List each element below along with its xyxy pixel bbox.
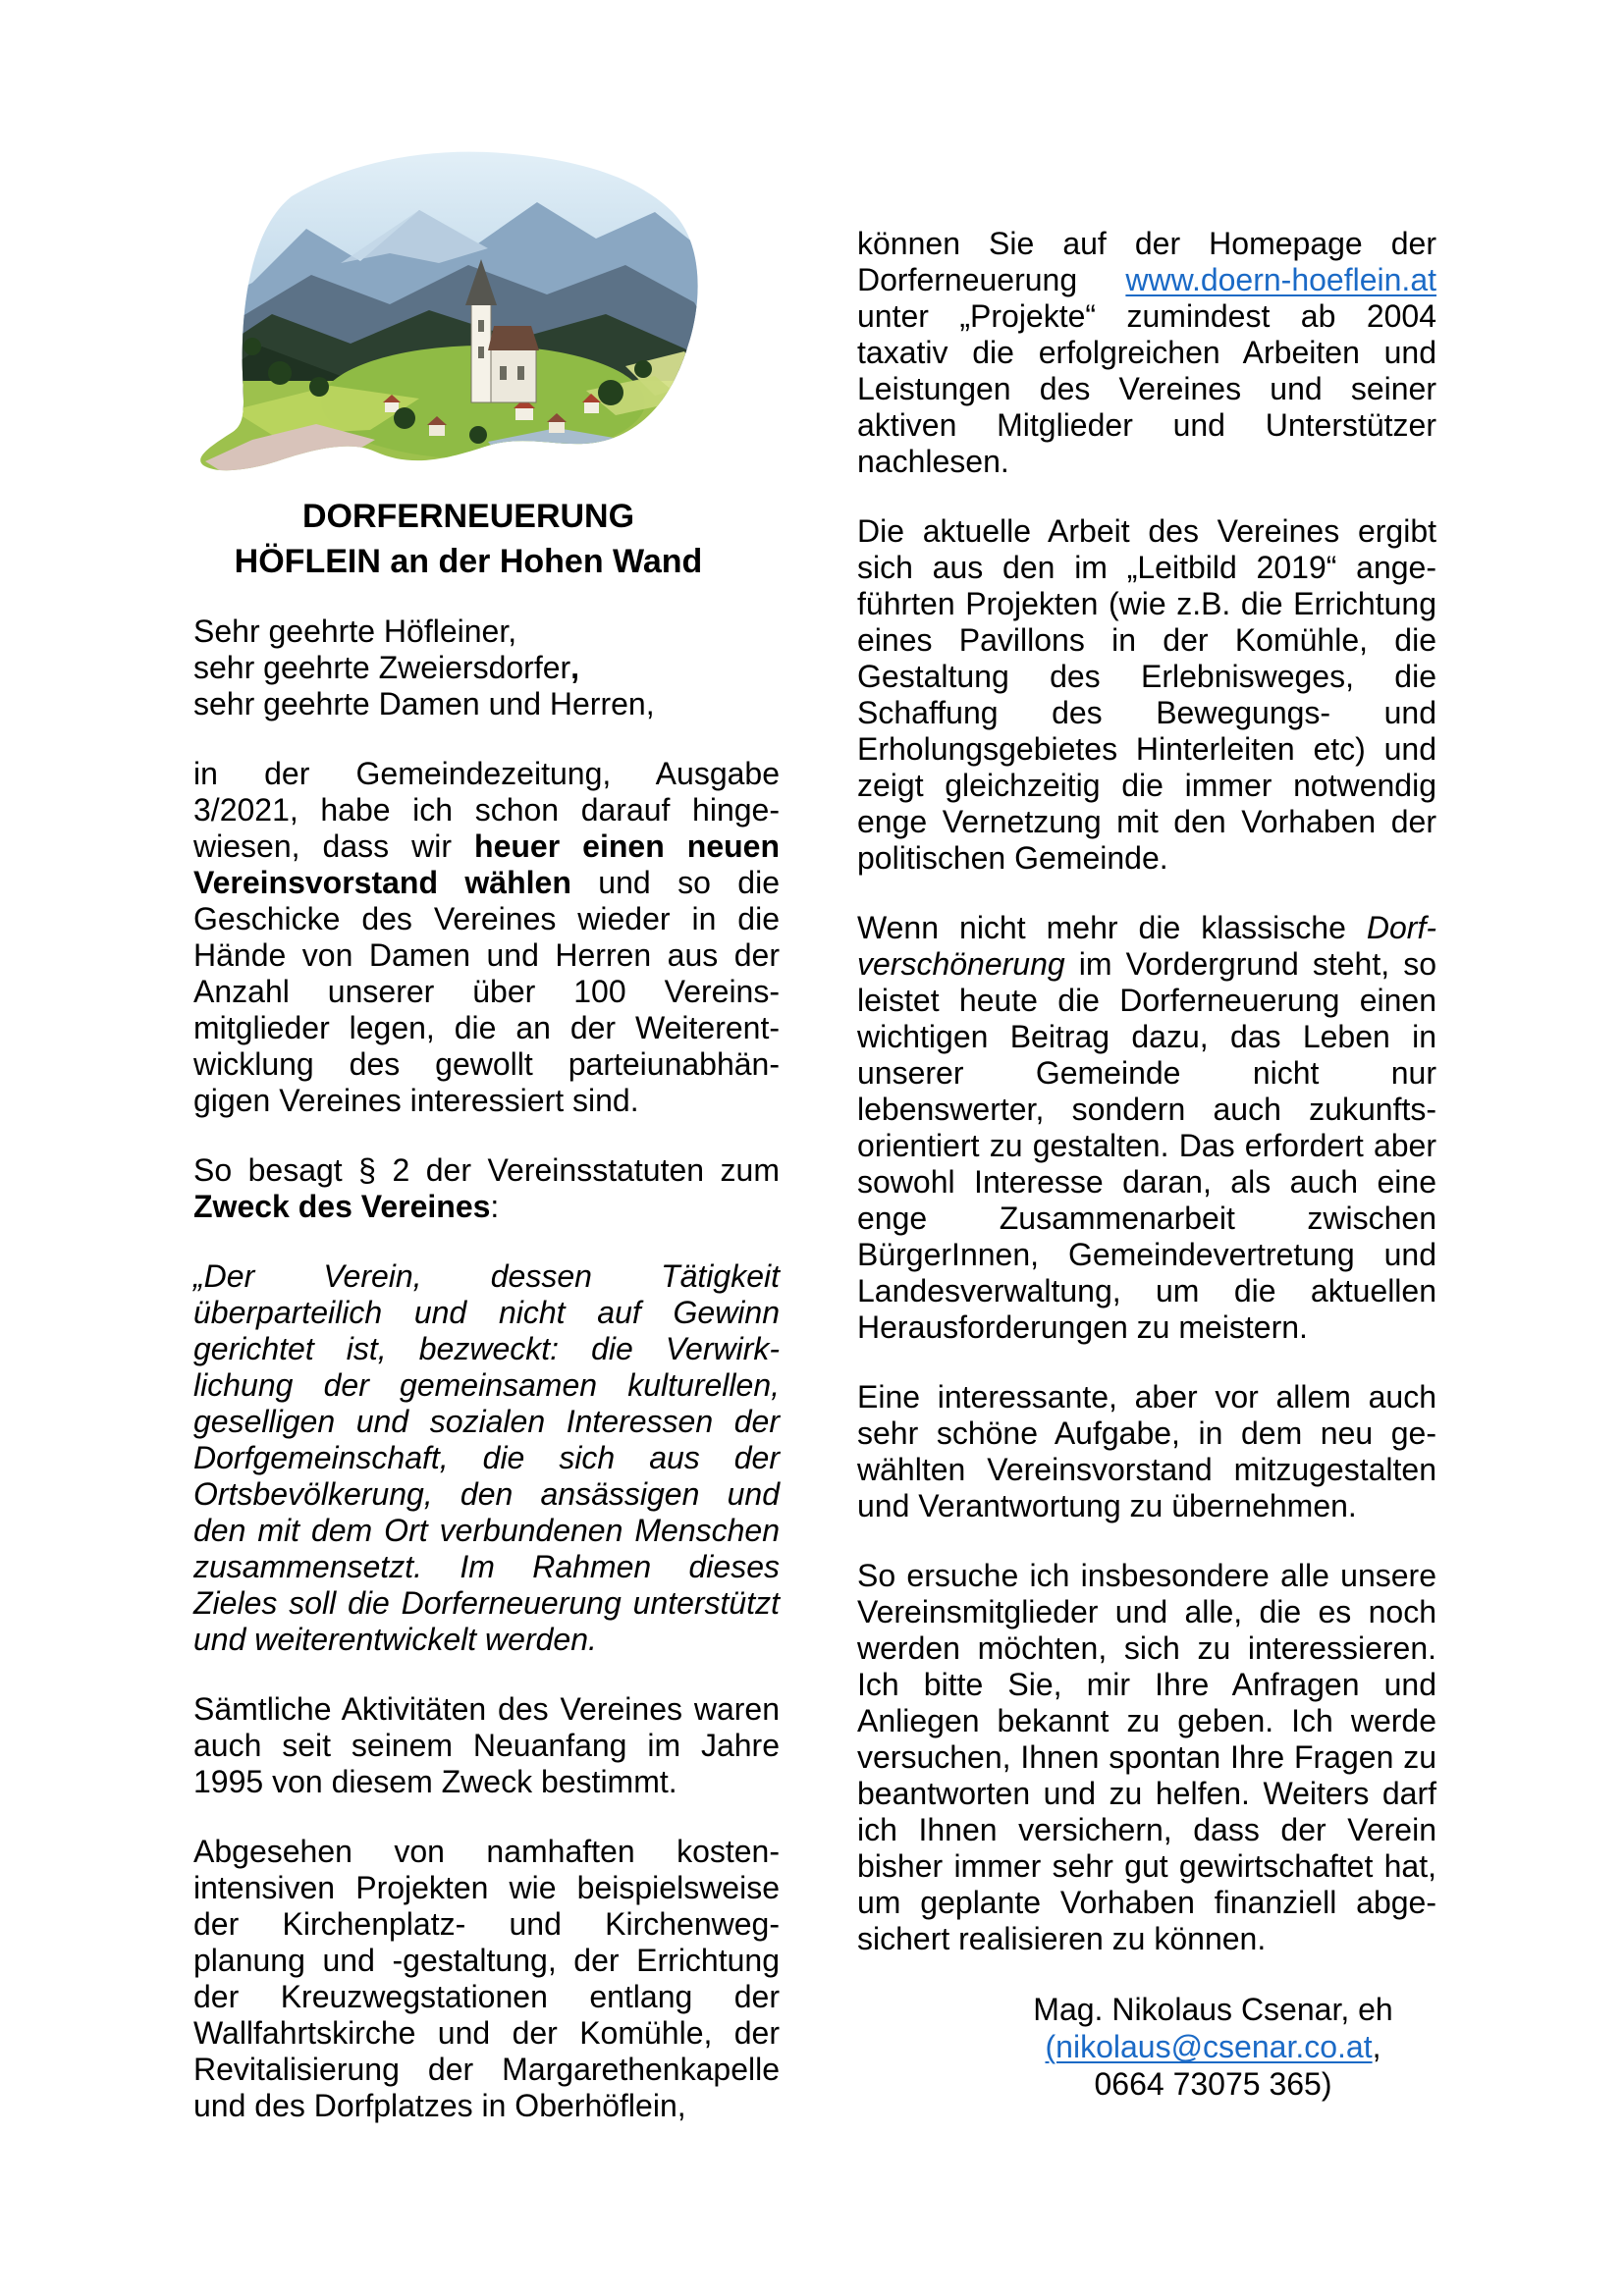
text-line [857,444,1436,480]
text-run: Hände von Damen und Herren aus der [193,937,780,973]
text-run: wiesen, dass wir [193,828,475,864]
text-line [857,1309,1436,1346]
text-line [193,1152,780,1189]
village-panorama-image [193,145,716,476]
rock-speckle [531,446,543,457]
text-run: Anzahl unserer über 100 Vereins- [193,974,780,1009]
text-line [857,586,1436,622]
text-line [857,768,1436,804]
text-line [193,1295,780,1331]
text-run: sowohl Interesse daran, als auch eine [857,1164,1436,1200]
text-run: Die aktuelle Arbeit des Vereines ergibt [857,513,1436,549]
text-line [193,614,780,650]
text-line [857,1703,1436,1739]
text-run: „Der Verein, dessen Tätigkeit [193,1258,780,1294]
text-run: sehr geehrte Zweiersdorfer [193,650,571,685]
text-line [193,1404,780,1440]
text-run: gerichtet ist, bezweckt: die Verwirk- [193,1331,780,1366]
text-run: orientiert zu gestalten. Das erfordert aber [857,1128,1436,1163]
text-run: den mit dem Ort verbundenen Menschen [193,1513,780,1548]
text-run: Wenn nicht mehr die klassische [857,910,1367,945]
text-line [857,1848,1436,1885]
paragraph [857,910,1436,1346]
text-run: Vereinsmitglieder und alle, die es noch [857,1594,1436,1629]
text-run: , [1372,2029,1381,2064]
text-run: geselligen und sozialen Interessen der [193,1404,780,1439]
text-run: Dorfgemeinschaft, die sich aus der [193,1440,780,1475]
text-line [193,828,780,865]
text-line [193,937,780,974]
text-run: 0664 73075 365) [1094,2066,1332,2102]
text-line [857,622,1436,659]
text-run: sich aus den im „Leitbild 2019“ ange- [857,550,1436,585]
text-run: : [490,1189,500,1224]
text-run: aktiven Mitglieder und Unterstützer [857,407,1436,443]
homepage-link[interactable]: www.doern-hoeflein.at [1125,262,1436,297]
text-line [857,659,1436,695]
text-run: Geschicke des Vereines wieder in die [193,901,780,936]
text-run: Leistungen des Vereines und seiner [857,371,1436,406]
text-run: der Kirchenplatz- und Kirchenweg- [193,1906,780,1942]
text-line [857,1055,1436,1092]
text-run: lichung der gemeinsamen kulturellen, [193,1367,780,1403]
text-line [857,335,1436,371]
text-run: enge Zusammenarbeit zwischen [857,1201,1436,1236]
text-line [193,1943,780,1979]
text-run: Ortsbevölkerung, den ansässigen und [193,1476,780,1512]
text-run: , [570,650,580,685]
text-run: Gestaltung des Erlebnisweges, die [857,659,1436,694]
text-run: können Sie auf der Homepage der [857,226,1436,261]
text-run: zusammensetzt. Im Rahmen dieses [193,1549,780,1584]
text-run: im Vordergrund steht, so [1064,946,1436,982]
text-run: und weiterentwickelt werden. [193,1622,597,1657]
text-run: Wallfahrtskirche und der Komühle, der [193,2015,780,2051]
text-run: wichtigen Beitrag dazu, das Leben in [857,1019,1436,1054]
text-run: eines Pavillons in der Komühle, die [857,622,1436,658]
text-run: Ich bitte Sie, mir Ihre Anfragen und [857,1667,1436,1702]
text-run: So ersuche ich insbesondere alle unsere [857,1558,1436,1593]
rock-speckle [599,441,613,454]
text-run: unserer Gemeinde nicht nur [857,1055,1436,1091]
text-line [857,910,1436,946]
paragraph [193,1258,780,1658]
text-line [857,1630,1436,1667]
text-line [857,1201,1436,1237]
text-run: enge Vernetzung mit den Vorhaben der [857,804,1436,839]
text-line [193,1258,780,1295]
text-run: wicklung des gewollt parteiunabhän- [193,1046,780,1082]
text-run: bisher immer sehr gut gewirtschaftet hat, [857,1848,1436,1884]
title-line-1: DORFERNEUERUNG [301,498,635,535]
text-line [193,1513,780,1549]
text-line [857,1667,1436,1703]
text-run: sehr geehrte Damen und Herren, [193,686,655,721]
text-line [193,1367,780,1404]
text-run: Erholungsgebietes Hinterleiten etc) und [857,731,1436,767]
text-run: in der Gemeindezeitung, Ausgabe [193,756,780,791]
text-run: Revitalisierung der Margarethenkapelle [193,2052,780,2087]
text-line [857,1812,1436,1848]
text-line [193,1476,780,1513]
paragraph [193,756,780,1119]
organization-title [193,494,743,584]
text-run: leistet heute die Dorferneuerung einen [857,983,1436,1018]
text-run: BürgerInnen, Gemeindevertretung und [857,1237,1436,1272]
text-run: zeigt gleichzeitig die immer notwendig [857,768,1436,803]
text-line [193,650,780,686]
text-run: werden möchten, sich zu interessieren. [857,1630,1436,1666]
text-line [857,262,1436,298]
text-run: und des Dorfplatzes in Oberhöflein, [193,2088,686,2123]
text-line [193,1906,780,1943]
right-column-text [857,226,1436,1957]
signature-block [857,1991,1436,2103]
text-line [193,686,780,722]
text-line [857,1092,1436,1128]
text-line [857,550,1436,586]
text-run: überparteilich und nicht auf Gewinn [193,1295,780,1330]
text-line [193,1010,780,1046]
text-line [193,974,780,1010]
text-run: beantworten und zu helfen. Weiters darf [857,1776,1436,1811]
paragraph [857,513,1436,877]
text-line [193,1440,780,1476]
rock-speckle [640,433,650,443]
text-run: Herausforderungen zu meistern. [857,1309,1308,1345]
text-run: gigen Vereines interessiert sind. [193,1083,639,1118]
text-run: Anliegen bekannt zu geben. Ich werde [857,1703,1436,1738]
text-line [193,901,780,937]
text-line [193,792,780,828]
text-line [857,1739,1436,1776]
text-line [857,1415,1436,1452]
left-column [193,145,780,2124]
text-line [193,1979,780,2015]
text-run: politischen Gemeinde. [857,840,1168,876]
text-line [193,1622,780,1658]
text-line [857,513,1436,550]
text-line [193,1046,780,1083]
paragraph [857,226,1436,480]
title-line-2: HÖFLEIN an der Hohen Wand [234,543,703,580]
text-run: nachlesen. [857,444,1009,479]
paragraph [857,1379,1436,1524]
text-line [857,1921,1436,1957]
text-line [857,1776,1436,1812]
text-line [990,2065,1436,2103]
text-line [193,756,780,792]
text-run: und Verantwortung zu übernehmen. [857,1488,1357,1523]
text-line [857,1488,1436,1524]
text-run: Vereinsvorstand wählen [193,865,571,900]
text-line [857,1273,1436,1309]
text-run: Dorferneuerung [857,262,1126,297]
text-run: Schaffung des Bewegungs- und [857,695,1436,730]
text-line [857,1594,1436,1630]
text-run: Dorf- [1366,910,1436,945]
text-run: Mag. Nikolaus Csenar, eh [1033,1992,1393,2027]
text-run: auch seit seinem Neuanfang im Jahre [193,1728,780,1763]
text-run: sehr schöne Aufgabe, in dem neu ge- [857,1415,1436,1451]
text-line [193,865,780,901]
text-line [857,840,1436,877]
text-line [857,804,1436,840]
paragraph [193,1834,780,2124]
text-line [857,1885,1436,1921]
text-run: Eine interessante, aber vor allem auch [857,1379,1436,1415]
text-line [857,1237,1436,1273]
text-line [193,1083,780,1119]
text-run: führten Projekten (wie z.B. die Errichtung [857,586,1436,621]
right-column [857,226,1436,2103]
email-link[interactable]: (nikolaus@csenar.co.at [1045,2029,1373,2064]
text-line [857,407,1436,444]
text-line [193,1728,780,1764]
text-line [193,1189,780,1225]
text-line [857,983,1436,1019]
text-line [193,2015,780,2052]
text-line [193,2088,780,2124]
text-line [857,1452,1436,1488]
text-line [857,1379,1436,1415]
text-line [857,1164,1436,1201]
text-line [857,1558,1436,1594]
text-run: heuer einen neuen [474,828,780,864]
text-run: Zieles soll die Dorferneuerung unterstützt [193,1585,780,1621]
text-run: Landesverwaltung, um die aktuellen [857,1273,1436,1308]
text-line [193,1764,780,1800]
text-run: Sehr geehrte Höfleiner, [193,614,517,649]
village-landscape-painting [193,145,716,476]
text-line [990,2028,1436,2065]
paragraph [193,1152,780,1225]
text-line [990,1991,1436,2028]
text-line [857,371,1436,407]
text-line [857,298,1436,335]
text-line [193,1691,780,1728]
text-run: Sämtliche Aktivitäten des Vereines waren [193,1691,780,1727]
text-line [193,2052,780,2088]
text-line [193,1331,780,1367]
text-run: ich Ihnen versichern, dass der Verein [857,1812,1436,1847]
text-run: der Kreuzwegstationen entlang der [193,1979,780,2014]
text-run: wählten Vereinsvorstand mitzugestalten [857,1452,1436,1487]
text-run: planung und -gestaltung, der Errichtung [193,1943,780,1978]
text-run: So besagt § 2 der Vereinsstatuten zum [193,1152,780,1188]
text-line [857,1128,1436,1164]
text-line [857,1019,1436,1055]
text-run: und so die [570,865,781,900]
text-run: lebenswerter, sondern auch zukunfts- [857,1092,1436,1127]
text-line [193,1870,780,1906]
text-line [193,1834,780,1870]
text-run: versuchen, Ihnen spontan Ihre Fragen zu [857,1739,1436,1775]
text-run: taxativ die erfolgreichen Arbeiten und [857,335,1436,370]
text-line [857,946,1436,983]
text-run: Abgesehen von namhaften kosten- [193,1834,780,1869]
text-run: sichert realisieren zu können. [857,1921,1267,1956]
text-line [193,1585,780,1622]
text-run: 3/2021, habe ich schon darauf hinge- [193,792,780,828]
paragraph [193,1691,780,1800]
text-run: um geplante Vorhaben finanziell abge- [857,1885,1436,1920]
text-run: unter „Projekte“ zumindest ab 2004 [857,298,1436,334]
text-line [193,1549,780,1585]
paragraph [857,1558,1436,1957]
text-run: intensiven Projekten wie beispielsweise [193,1870,780,1905]
text-line [857,731,1436,768]
text-run: verschönerung [857,946,1065,982]
text-line [857,226,1436,262]
salutation [193,614,780,722]
text-run: Zweck des Vereines [193,1189,491,1224]
text-line [857,695,1436,731]
text-run: mitglieder legen, die an der Weiterent- [193,1010,780,1045]
left-column-text [193,756,780,2124]
text-run: 1995 von diesem Zweck bestimmt. [193,1764,677,1799]
